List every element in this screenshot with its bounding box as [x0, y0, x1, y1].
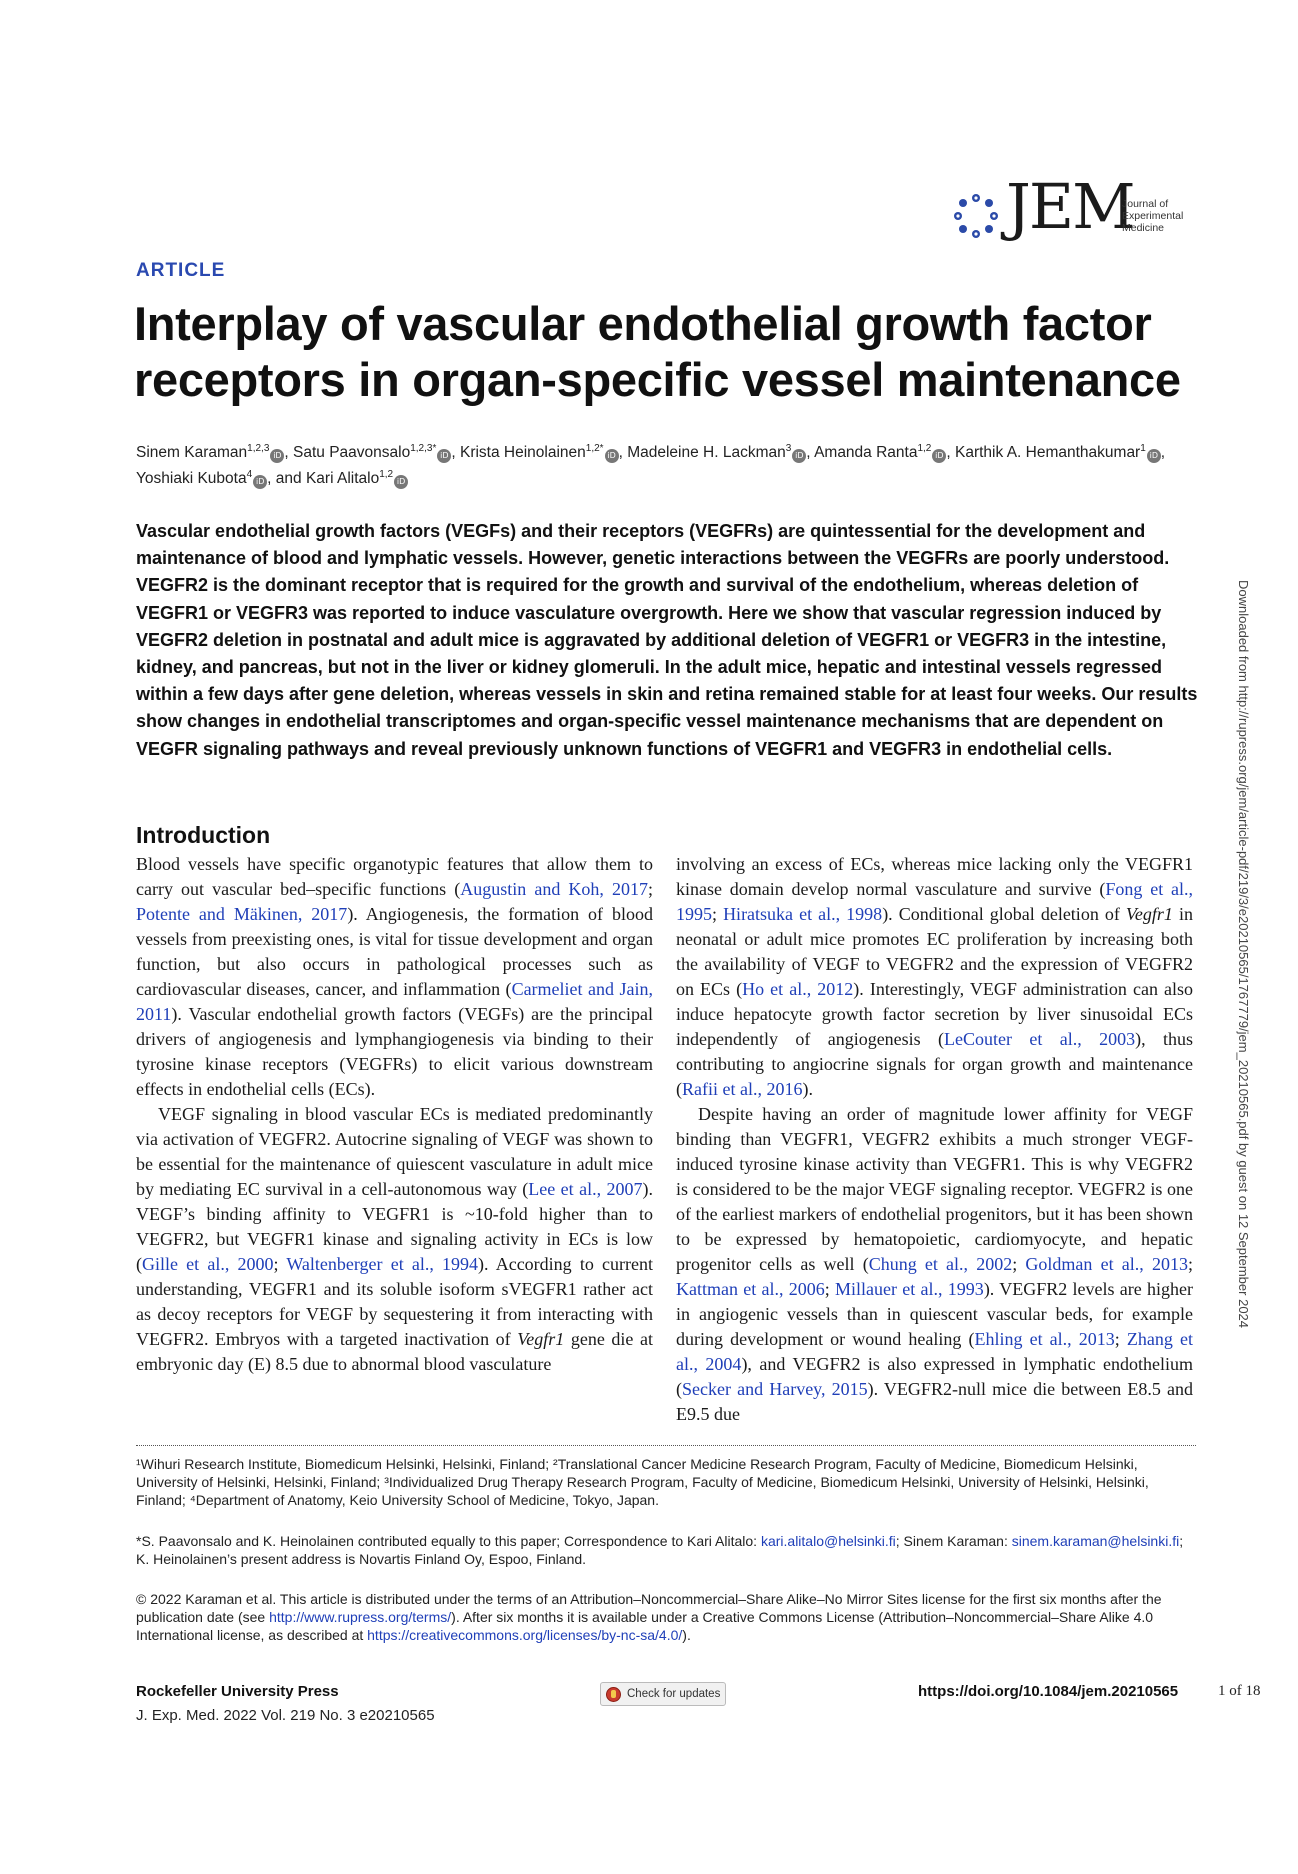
- citation-link[interactable]: Kattman et al., 2006: [676, 1279, 825, 1299]
- journal-logo: [950, 170, 1200, 252]
- logo-subtitle: [1122, 198, 1183, 234]
- text-run: ), thus contributing to angiocrine signals for organ growth and maintenance (: [676, 1029, 1193, 1099]
- citation-link[interactable]: Fong et al., 1995: [676, 879, 1193, 924]
- citation-link[interactable]: LeCouter et al., 2003: [944, 1029, 1136, 1049]
- publisher-name: Rockefeller University Press: [136, 1683, 339, 1700]
- logo-sub-line: Journal of: [1122, 198, 1169, 210]
- text-run: ;: [1114, 1329, 1127, 1349]
- footnote-text: *S. Paavonsalo and K. Heinolainen contributed equally to this paper; Correspondence to Kari Alitalo:: [136, 1533, 761, 1549]
- text-run: ). According to current understanding, VEGFR1 and its soluble isoform sVEGFR1 rather act as decoy receptors for VEGF by sequestering it from interacting with VEGFR2. Embryos with a targeted inactivation of: [136, 1254, 653, 1349]
- author-affiliation-marker: 3: [785, 442, 792, 454]
- text-run: ). VEGF’s binding affinity to VEGFR1 is ~10-fold higher than to VEGFR2, but VEGFR1 kinase and signaling activity in ECs is low (: [136, 1179, 653, 1274]
- citation-link[interactable]: Secker and Harvey, 2015: [682, 1379, 868, 1399]
- author-affiliation-marker: 1,2,3: [247, 442, 270, 454]
- author-name: Madeleine H. Lackman: [627, 444, 786, 461]
- citation-link[interactable]: Carmeliet and Jain, 2011: [136, 979, 653, 1024]
- citation-link[interactable]: Rafii et al., 2016: [682, 1079, 803, 1099]
- text-run: ;: [712, 904, 724, 924]
- author-list: [136, 440, 1206, 492]
- text-run: ;: [1187, 1254, 1193, 1274]
- text-run: ;: [647, 879, 653, 899]
- text-run: Despite having an order of magnitude lower affinity for VEGF binding than VEGFR1, VEGFR2 exhibits a much stronger VEGF-induced tyrosine kinase activity than VEGFR1. This is why VEGFR2 is considered to be the major VEGF signaling receptor. VEGFR2 is one of the earliest markers of endothelial progenitors, but it has been shown to be expressed by hematopoietic, cardiomyocyte, and hepatic progenitor cells as well (: [676, 1104, 1193, 1274]
- check-updates-label: Check for updates: [627, 1688, 721, 1700]
- author-name: Yoshiaki Kubota: [136, 470, 247, 487]
- text-run: ;: [273, 1254, 287, 1274]
- citation-link[interactable]: Goldman et al., 2013: [1025, 1254, 1188, 1274]
- text-run: ).: [802, 1079, 813, 1099]
- footnote-text: © 2022 Karaman et al. This article is distributed under the terms of an Attribution–Noncommercial–Share Alike–No Mirror Sites license for the first six months after the publication date (see: [136, 1591, 1162, 1625]
- gene-name: Vegfr1: [1125, 904, 1173, 924]
- affiliations-footnote: ¹Wihuri Research Institute, Biomedicum Helsinki, Helsinki, Finland; ²Translational Cancer Medicine Research Program, Faculty of Medicine, Biomedicum Helsinki, University of Helsinki, Helsinki, Finland; ³Individualized Drug Therapy Research Program, Faculty of Medicine, Biomedicum Helsinki, University of Helsinki, Helsinki, Finland; ⁴Department of Anatomy, Keio University School of Medicine, Tokyo, Japan.: [136, 1456, 1149, 1508]
- text-run: ). VEGFR2 levels are higher in angiogenic vessels than in quiescent vascular beds, for example during development or wound healing (: [676, 1279, 1193, 1349]
- gene-name: Vegfr1: [517, 1329, 565, 1349]
- separator: ,: [267, 470, 276, 487]
- citation-link[interactable]: Zhang et al., 2004: [676, 1329, 1193, 1374]
- text-run: ). Interestingly, VEGF administration can also induce hepatocyte growth factor secretion by liver sinusoidal ECs independently of angiogenesis (: [676, 979, 1194, 1049]
- paragraph: [136, 1102, 653, 1377]
- paragraph: [676, 1102, 1193, 1427]
- terms-link[interactable]: http://www.rupress.org/terms/: [269, 1609, 452, 1625]
- citation-link[interactable]: Gille et al., 2000: [142, 1254, 274, 1274]
- author-affiliation-marker: 1,2,3*: [410, 442, 437, 454]
- separator: ,: [618, 444, 628, 461]
- orcid-icon[interactable]: iD: [605, 449, 619, 463]
- author-name: Satu Paavonsalo: [293, 444, 411, 461]
- orcid-icon[interactable]: iD: [270, 449, 284, 463]
- citation-link[interactable]: Millauer et al., 1993: [835, 1279, 984, 1299]
- citation-link[interactable]: Waltenberger et al., 1994: [286, 1254, 479, 1274]
- paragraph: [676, 852, 1193, 1102]
- orcid-icon[interactable]: iD: [253, 475, 267, 489]
- separator: ,: [806, 444, 815, 461]
- citation-link[interactable]: Hiratsuka et al., 1998: [723, 904, 883, 924]
- author-affiliation-marker: 1,2*: [585, 442, 604, 454]
- orcid-icon[interactable]: iD: [932, 449, 946, 463]
- citation-link[interactable]: Lee et al., 2007: [528, 1179, 643, 1199]
- citation-link[interactable]: Potente and Mäkinen, 2017: [136, 904, 348, 924]
- license-footnote: [136, 1590, 1200, 1644]
- logo-wordmark: JEM: [1006, 170, 1134, 243]
- citation-link[interactable]: Chung et al., 2002: [868, 1254, 1013, 1274]
- text-run: ). Conditional global deletion of: [882, 904, 1126, 924]
- author-name: and Kari Alitalo: [275, 470, 380, 487]
- author-name: Krista Heinolainen: [459, 444, 586, 461]
- text-run: ;: [1012, 1254, 1026, 1274]
- logo-sub-line: Medicine: [1122, 222, 1165, 234]
- download-watermark: Downloaded from http://rupress.org/jem/article-pdf/219/3/e20210565/1767779/jem_20210565.pdf by guest on 12 September 2024: [1236, 580, 1251, 1329]
- footnote-text: ). After six months it is available under a Creative Commons License (Attribution–Noncommercial–Share Alike 4.0 International license, as described at: [136, 1609, 1154, 1643]
- correspondence-footnote: [136, 1532, 1200, 1568]
- footnote-text: ).: [682, 1627, 691, 1643]
- paragraph: [136, 852, 653, 1102]
- page-number: 1 of 18: [1218, 1683, 1261, 1699]
- orcid-icon[interactable]: iD: [1147, 449, 1161, 463]
- separator: ,: [284, 444, 294, 461]
- license-link[interactable]: https://creativecommons.org/licenses/by-nc-sa/4.0/: [367, 1627, 683, 1643]
- author-affiliation-marker: 4: [246, 468, 253, 480]
- citation-link[interactable]: Ehling et al., 2013: [974, 1329, 1115, 1349]
- text-run: in neonatal or adult mice promotes EC proliferation by increasing both the availability of VEGF to VEGFR2 and the expression of VEGFR2 on ECs (: [676, 904, 1193, 999]
- text-run: gene die at embryonic day (E) 8.5 due to abnormal blood vasculature: [136, 1329, 653, 1374]
- abstract: Vascular endothelial growth factors (VEGFs) and their receptors (VEGFRs) are quintessential for the development and maintenance of blood and lymphatic vessels. However, genetic interactions between the VEGFRs are poorly understood. VEGFR2 is the dominant receptor that is required for the growth and survival of the endothelium, whereas deletion of VEGFR1 or VEGFR3 was reported to induce vasculature overgrowth. Here we show that vascular regression induced by VEGFR2 deletion in postnatal and adult mice is aggravated by additional deletion of VEGFR1 or VEGFR3 in the intestine, kidney, and pancreas, but not in the liver or kidney glomeruli. In the adult mice, hepatic and intestinal vessels regressed within a few days after gene deletion, whereas vessels in skin and retina remained stable for at least four weeks. Our results show changes in endothelial transcriptomes and organ-specific vessel maintenance mechanisms that are dependent on VEGFR signaling pathways and reveal previously unknown functions of VEGFR1 and VEGFR3 in endothelial cells.: [136, 521, 1198, 759]
- footnote-text: ; K. Heinolainen’s present address is Novartis Finland Oy, Espoo, Finland.: [136, 1533, 1184, 1567]
- citation-line: J. Exp. Med. 2022 Vol. 219 No. 3 e20210565: [136, 1707, 435, 1724]
- orcid-icon[interactable]: iD: [792, 449, 806, 463]
- text-run: ;: [824, 1279, 836, 1299]
- separator: ,: [946, 444, 955, 461]
- article-type-label: ARTICLE: [136, 260, 226, 281]
- text-run: ). Angiogenesis, the formation of blood vessels from preexisting ones, is vital for tissue development and organ function, but also occurs in pathological processes such as cardiovascular diseases, cancer, and inflammation (: [136, 904, 653, 999]
- doi-link[interactable]: https://doi.org/10.1084/jem.20210565: [918, 1683, 1179, 1700]
- author-affiliation-marker: 1,2: [917, 442, 932, 454]
- author-affiliation-marker: 1: [1140, 442, 1146, 454]
- text-run: ). Vascular endothelial growth factors (VEGFs) are the principal drivers of angiogenesis and lymphangiogenesis via binding to their tyrosine kinase receptors (VEGFRs) to elicit various downstream effects in endothelial cells (ECs).: [136, 1004, 653, 1099]
- jem-emblem-icon: [950, 190, 1002, 242]
- author-name: Amanda Ranta: [814, 444, 918, 461]
- citation-link[interactable]: Ho et al., 2012: [742, 979, 854, 999]
- email-link[interactable]: sinem.karaman@helsinki.fi: [1011, 1533, 1180, 1549]
- article-title: Interplay of vascular endothelial growth factor receptors in organ-specific vessel maintenance: [134, 297, 1181, 406]
- orcid-icon[interactable]: iD: [394, 475, 408, 489]
- text-run: ), and VEGFR2 is also expressed in lymphatic endothelium (: [676, 1354, 1194, 1399]
- orcid-icon[interactable]: iD: [437, 449, 451, 463]
- email-link[interactable]: kari.alitalo@helsinki.fi: [760, 1533, 896, 1549]
- check-for-updates-button[interactable]: [600, 1682, 726, 1706]
- text-run: ). VEGFR2-null mice die between E8.5 and E9.5 due: [676, 1379, 1193, 1424]
- separator: ,: [451, 444, 460, 461]
- author-name: Karthik A. Hemanthakumar: [955, 444, 1141, 461]
- crossmark-icon: [606, 1687, 621, 1702]
- author-affiliation-marker: 1,2: [379, 468, 394, 480]
- text-run: Blood vessels have specific organotypic features that allow them to carry out vascular bed–specific functions (: [136, 854, 653, 899]
- footnote-text: ; Sinem Karaman:: [895, 1533, 1012, 1549]
- text-run: involving an excess of ECs, whereas mice lacking only the VEGFR1 kinase domain develop normal vasculature and survive (: [676, 854, 1193, 899]
- section-heading-introduction: Introduction: [136, 822, 271, 848]
- citation-link[interactable]: Augustin and Koh, 2017: [460, 879, 648, 899]
- body-column-right: [676, 852, 1193, 1427]
- footnote-divider: [136, 1445, 1196, 1446]
- author-name: Sinem Karaman: [136, 444, 248, 461]
- separator: ,: [1160, 444, 1166, 461]
- body-column-left: [136, 852, 653, 1377]
- text-run: VEGF signaling in blood vascular ECs is mediated predominantly via activation of VEGFR2. Autocrine signaling of VEGF was shown to be essential for the maintenance of quiescent vasculature in adult mice by mediating EC survival in a cell-autonomous way (: [136, 1104, 653, 1199]
- logo-sub-line: Experimental: [1122, 210, 1184, 222]
